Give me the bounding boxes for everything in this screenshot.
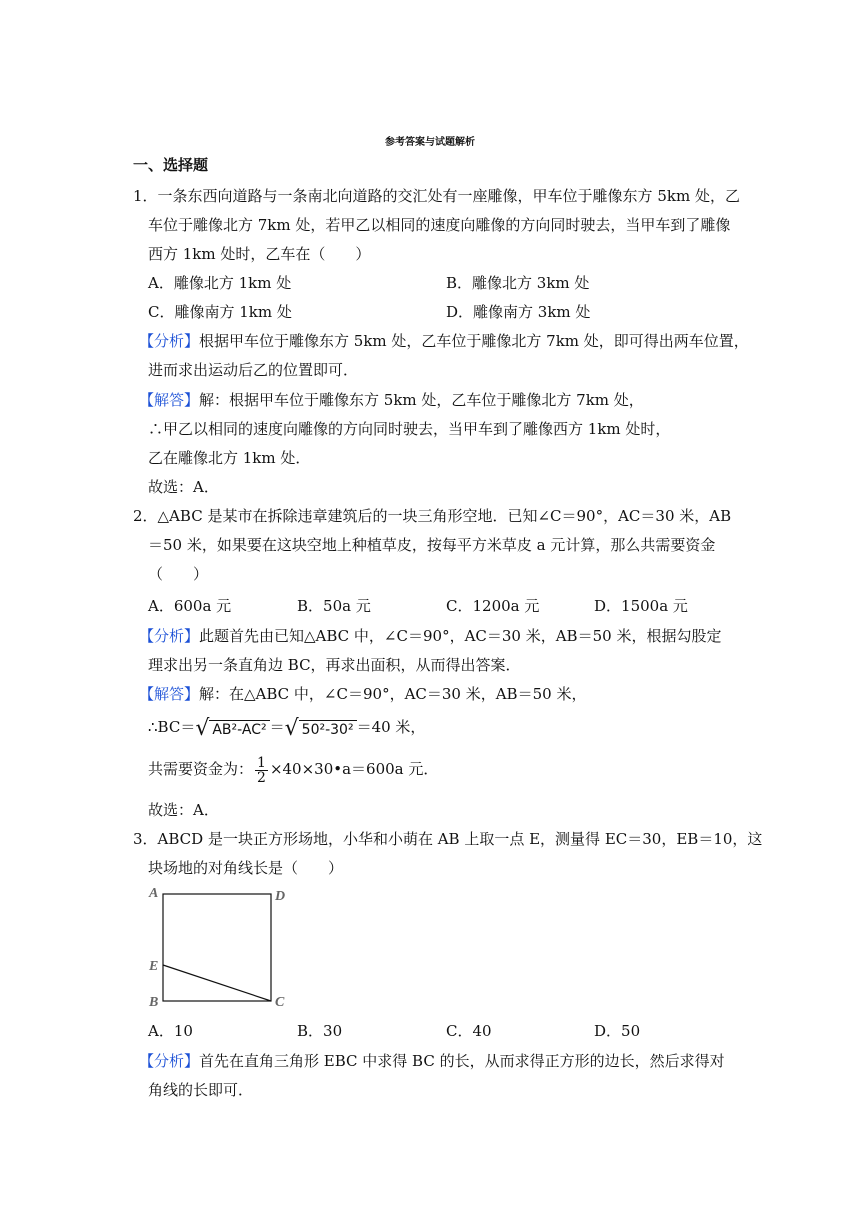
q1-analysis — [139, 330, 749, 352]
q1-option-d: D．雕像南方 3km 处 — [446, 303, 591, 321]
q2-line2: ＝50 米，如果要在这块空地上种植草皮，按每平方米草皮 a 元计算，那么共需要资金 — [148, 536, 716, 554]
q1-answer-3: 乙在雕像北方 1km 处． — [148, 449, 311, 467]
fraction — [255, 756, 268, 785]
analysis-tag: 【分析】 — [139, 627, 200, 645]
q2-answer — [139, 683, 586, 705]
q2-option-d: D．1500a 元 — [594, 597, 688, 615]
answer-tag: 【解答】 — [139, 685, 200, 703]
fraction-denominator: 2 — [257, 769, 266, 786]
q2-answer-text: 解：在△ABC 中，∠C＝90°，AC＝30 米，AB＝50 米， — [199, 685, 587, 703]
q2-answer-2-post: ＝40 米， — [356, 718, 426, 736]
label-b: B — [149, 995, 159, 1010]
label-a: A — [149, 886, 159, 901]
q3-option-d: D．50 — [594, 1022, 641, 1040]
sqrt-expression-2: √ 50²-30² — [285, 713, 357, 743]
q2-line1: 2．△ABC 是某市在拆除违章建筑后的一块三角形空地．已知∠C＝90°，AC＝30 米，AB — [133, 507, 732, 525]
q2-answer-2-pre: ∴BC＝ — [148, 718, 196, 736]
q2-option-c: C．1200a 元 — [446, 597, 540, 615]
q1-choice: 故选：A． — [148, 478, 219, 496]
equals-sign: ＝ — [269, 718, 285, 736]
q2-answer-3 — [148, 754, 438, 785]
label-c: C — [275, 995, 285, 1010]
sqrt-radicand-1: AB²-AC² — [209, 720, 269, 739]
q2-line3: （ ） — [148, 565, 209, 583]
q3-option-c: C．40 — [446, 1022, 492, 1040]
q3-analysis-2: 角线的长即可． — [148, 1081, 254, 1099]
q1-option-a: A．雕像北方 1km 处 — [148, 274, 292, 292]
section-heading: 一、选择题 — [133, 156, 209, 174]
q3-option-a: A．10 — [148, 1022, 193, 1040]
q2-answer-2 — [148, 712, 425, 743]
q3-option-b: B．30 — [297, 1022, 343, 1040]
q1-answer — [139, 389, 644, 411]
label-e: E — [149, 959, 159, 974]
q1-analysis-text: 根据甲车位于雕像东方 5km 处，乙车位于雕像北方 7km 处，即可得出两车位置， — [199, 332, 749, 350]
label-d: D — [275, 889, 286, 904]
q1-answer-2: ∴甲乙以相同的速度向雕像的方向同时驶去，当甲车到了雕像西方 1km 处时， — [148, 420, 671, 438]
q2-option-b: B．50a 元 — [297, 597, 371, 615]
q1-option-c: C．雕像南方 1km 处 — [148, 303, 292, 321]
q3-analysis-text: 首先在直角三角形 EBC 中求得 BC 的长，从而求得正方形的边长，然后求得对 — [199, 1052, 725, 1070]
square-figure — [146, 884, 296, 1010]
analysis-tag: 【分析】 — [139, 332, 200, 350]
q2-answer-3-pre: 共需要资金为： — [148, 760, 254, 778]
q2-analysis-2: 理求出另一条直角边 BC，再求出面积，从而得出答案． — [148, 656, 521, 674]
q1-analysis-2: 进而求出运动后乙的位置即可． — [148, 361, 359, 379]
q3-line1: 3．ABCD 是一块正方形场地，小华和小萌在 AB 上取一点 E，测量得 EC＝30，EB＝10，这 — [133, 830, 763, 848]
segment-ec — [163, 965, 271, 1001]
q2-analysis-text: 此题首先由已知△ABC 中，∠C＝90°，AC＝30 米，AB＝50 米，根据勾股定 — [199, 627, 722, 645]
q3-analysis — [139, 1050, 725, 1072]
answer-tag: 【解答】 — [139, 391, 200, 409]
page-title: 参考答案与试题解析 — [385, 137, 475, 148]
q1-answer-text: 解：根据甲车位于雕像东方 5km 处，乙车位于雕像北方 7km 处， — [199, 391, 644, 409]
q1-line2: 车位于雕像北方 7km 处，若甲乙以相同的速度向雕像的方向同时驶去，当甲车到了雕像 — [148, 216, 731, 234]
fraction-numerator: 1 — [257, 754, 266, 771]
q1-line1: 1．一条东西向道路与一条南北向道路的交汇处有一座雕像，甲车位于雕像东方 5km 处，乙 — [133, 187, 740, 205]
q2-choice: 故选：A． — [148, 801, 219, 819]
q3-line2: 块场地的对角线长是（ ） — [148, 859, 344, 877]
q2-answer-3-post: ×40×30•a＝600a 元． — [269, 760, 439, 778]
analysis-tag: 【分析】 — [139, 1052, 200, 1070]
q2-option-a: A．600a 元 — [148, 597, 232, 615]
q2-analysis — [139, 625, 721, 647]
square-abcd — [163, 894, 271, 1001]
q1-line3: 西方 1km 处时，乙车在（ ） — [148, 245, 371, 263]
sqrt-radicand-2: 50²-30² — [299, 720, 357, 739]
sqrt-expression-1: √ AB²-AC² — [195, 713, 269, 743]
q1-option-b: B．雕像北方 3km 处 — [446, 274, 590, 292]
